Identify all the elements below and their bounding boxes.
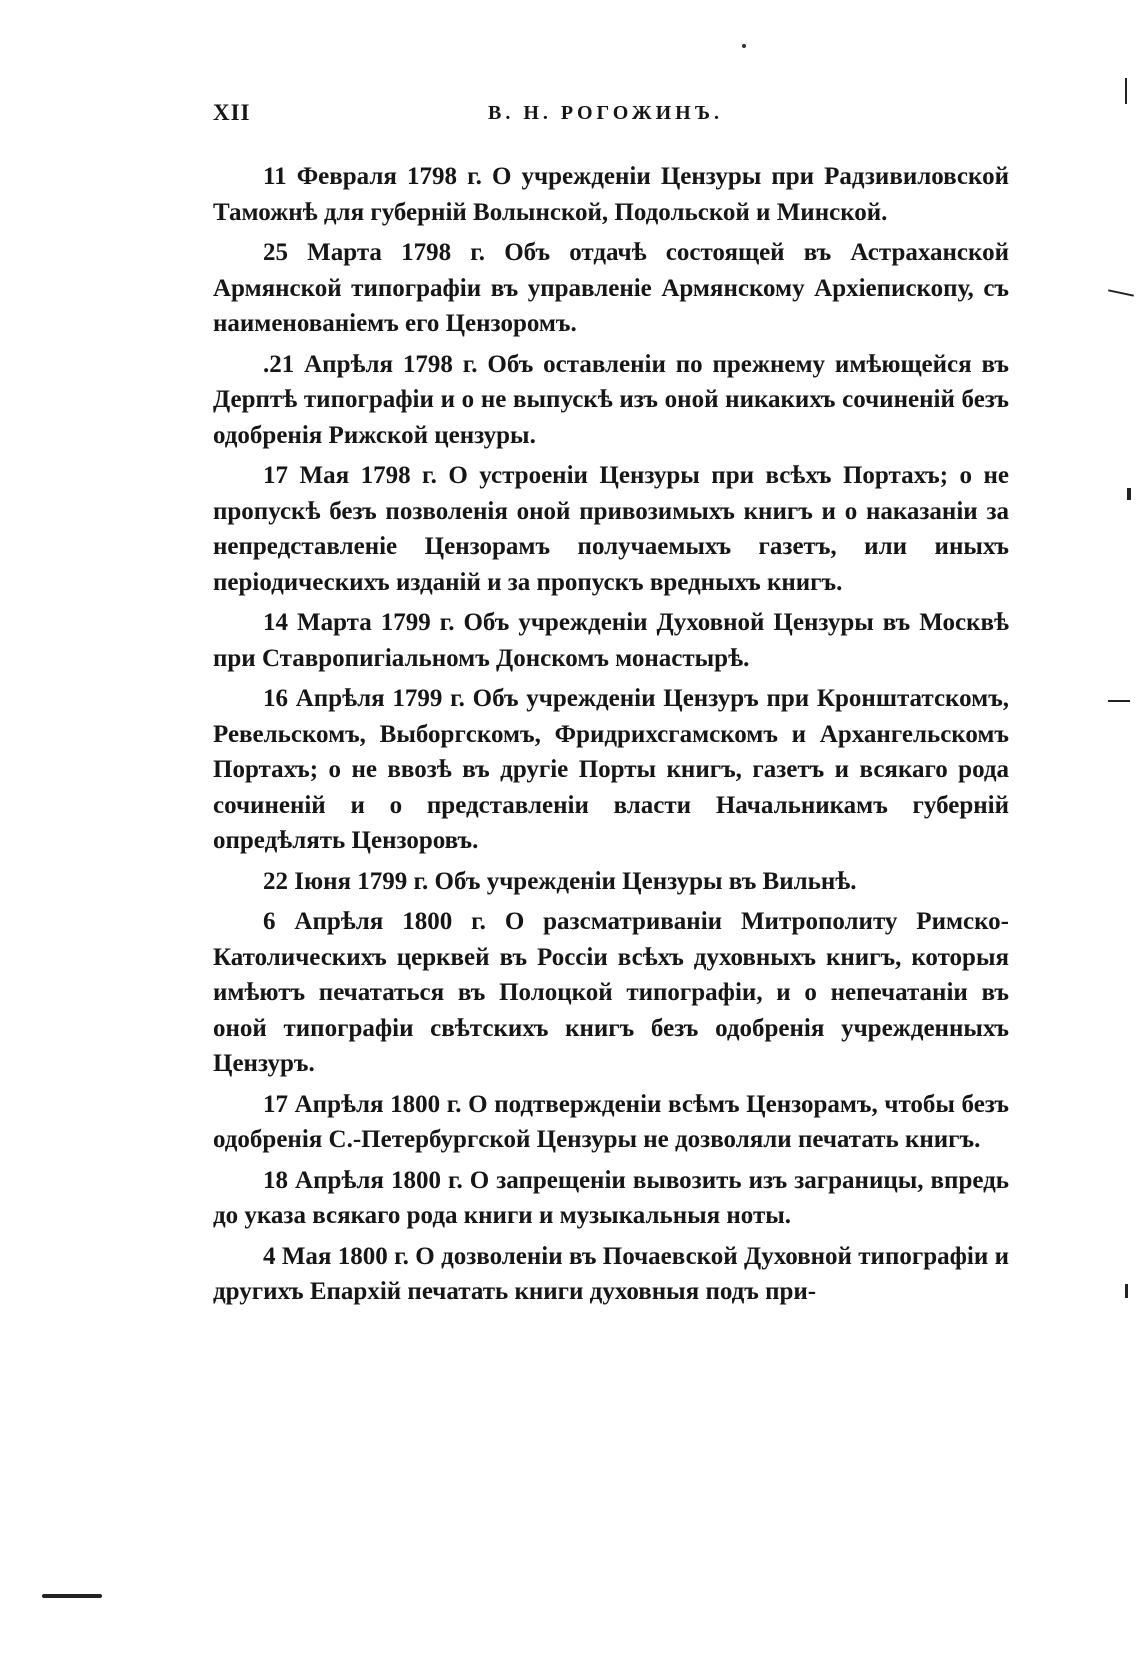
- entry-text: Объ учрежденіи Цензуры въ Вильнѣ.: [434, 867, 857, 895]
- decree-entry: [213, 681, 1009, 859]
- scan-margin-mark: [1125, 1284, 1128, 1298]
- entry-date: 4 Мая 1800 г.: [263, 1242, 409, 1270]
- decree-entry: [213, 864, 1009, 900]
- decree-entry: [213, 347, 1009, 454]
- entry-text: Объ оставленіи по прежнему имѣющейся въ Дерптѣ типографіи и о не выпускѣ изъ оной никакихъ сочиненій безъ одобренія Рижской цензуры.: [213, 350, 1009, 449]
- decree-entry: [213, 458, 1009, 600]
- entry-date: 18 Апрѣля 1800 г.: [263, 1166, 463, 1194]
- decree-entry: [213, 1239, 1009, 1310]
- entry-text: О учрежденіи Цензуры при Радзивиловской Таможнѣ для губерній Волынской, Подольской и Минской.: [213, 163, 1010, 226]
- entry-text: О подтвержденіи всѣмъ Цензорамъ, чтобы безъ одобренія С.-Петербургской Цензуры не дозволяли печатать книгъ.: [213, 1090, 1010, 1153]
- entry-date: 6 Апрѣля 1800 г.: [263, 908, 486, 935]
- entry-date: 25 Марта 1798 г.: [263, 239, 486, 266]
- entry-text: О дозволеніи въ Почаевской Духовной типографіи и другихъ Епархій печатать книги духовныя подъ при-: [213, 1242, 1010, 1305]
- entry-date: 17 Мая 1798 г.: [263, 462, 437, 489]
- entry-date: 22 Іюня 1799 г.: [263, 867, 429, 895]
- entry-date: 14 Марта 1799 г.: [263, 609, 455, 636]
- scan-edge-smudge: [42, 1594, 102, 1598]
- entry-date: 16 Апрѣля 1799 г.: [263, 685, 465, 712]
- entry-date: 17 Апрѣля 1800 г.: [263, 1090, 462, 1118]
- scan-margin-mark: [1127, 488, 1131, 500]
- scan-margin-mark: [1125, 78, 1127, 104]
- decree-entry: [213, 1087, 1009, 1158]
- decree-entry: [213, 1163, 1009, 1234]
- decree-entry: [213, 159, 1009, 230]
- entry-date: .21 Апрѣля 1798 г.: [263, 350, 478, 378]
- entry-text: О разсматриваніи Митрополиту Римско-Католическихъ церквей въ Россіи всѣхъ духовныхъ книгъ, которыя имѣютъ печататься въ Полоцкой типографіи, и о непечатаніи въ оной типографіи свѣтскихъ книгъ безъ одобренія учрежденныхъ Цензуръ.: [213, 908, 1010, 1077]
- scan-margin-mark: [1108, 289, 1134, 296]
- entry-date: 11 Февраля 1798 г.: [263, 163, 482, 190]
- decree-entry: [213, 235, 1009, 342]
- page-header: [213, 100, 1013, 140]
- decree-entry: [213, 605, 1009, 676]
- entry-text: Объ учрежденіи Духовной Цензуры въ Москвѣ при Ставропигіальномъ Донскомъ монастырѣ.: [213, 609, 1010, 672]
- entry-text: О устроеніи Цензуры при всѣхъ Портахъ; о не пропускѣ безъ позволенія оной привозимыхъ книгъ и о наказаніи за непредставленіе Цензорамъ получаемыхъ газетъ, или иныхъ періодическихъ изданій и за пропускъ вредныхъ книгъ.: [213, 462, 1010, 596]
- scan-speck: [742, 44, 746, 48]
- running-head: В. Н. РОГОЖИНЪ.: [488, 102, 724, 124]
- page-body: [213, 159, 1009, 1315]
- decree-entry: [213, 904, 1009, 1082]
- entry-text: Объ учрежденіи Цензуръ при Кронштатскомъ, Ревельскомъ, Выборгскомъ, Фридрихсгамскомъ и Архангельскомъ Портахъ; о не ввозѣ въ другіе Порты книгъ, газетъ и всякаго рода сочиненій и о представленіи власти Начальникамъ губерній опредѣлять Цензоровъ.: [213, 685, 1010, 854]
- entry-text: Объ отдачѣ состоящей въ Астраханской Армянской типографіи въ управленіе Армянскому Архіепископу, съ наименованіемъ его Цензоромъ.: [213, 239, 1010, 337]
- page-number: XII: [213, 100, 251, 125]
- entry-text: О запрещеніи вывозить изъ заграницы, впредь до указа всякаго рода книги и музыкальныя ноты.: [213, 1166, 1009, 1229]
- scan-margin-mark: [1108, 700, 1130, 702]
